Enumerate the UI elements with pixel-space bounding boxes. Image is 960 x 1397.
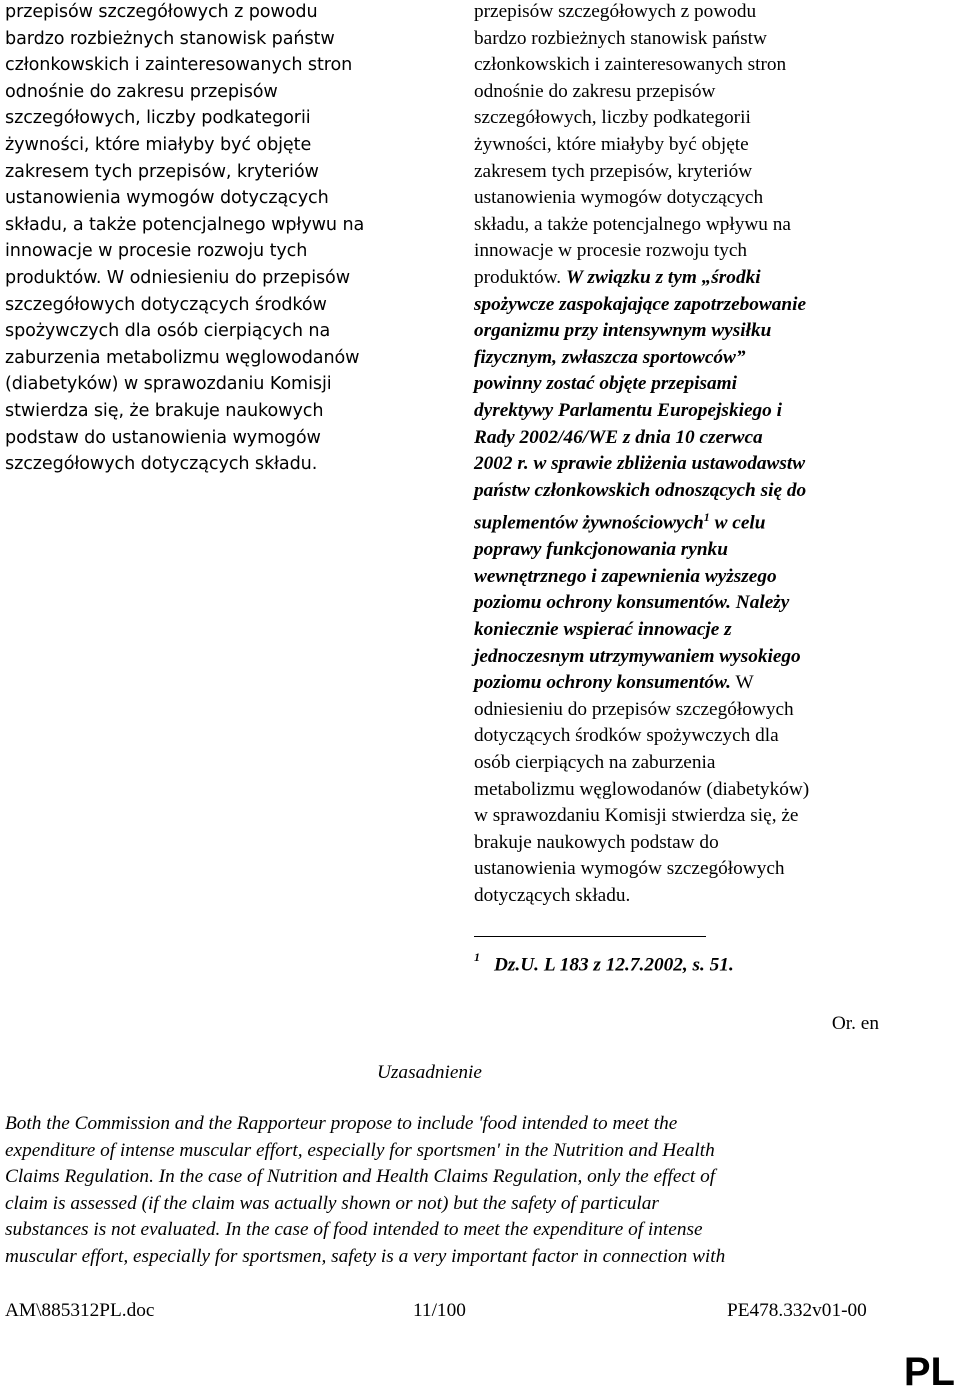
right-column-line-segment: organizmu przy intensywnym wysiłku: [474, 320, 772, 342]
right-column-line-segment: odnośnie do zakresu przepisów: [474, 80, 716, 102]
left-column-line-segment: zakresem tych przepisów, kryteriów: [5, 161, 319, 182]
right-column-line-segment: odniesieniu do przepisów szczegółowych: [474, 698, 794, 720]
right-column-line: [474, 26, 914, 53]
right-column-line: [474, 504, 914, 537]
right-column-line-segment: Rady 2002/46/WE z dnia 10 czerwca: [474, 426, 763, 448]
left-column-line: [5, 238, 460, 265]
right-column-line-segment: W związku z tym „środki: [565, 266, 761, 288]
left-column-line-segment: (diabetyków) w sprawozdaniu Komisji: [5, 374, 332, 395]
right-column-line-segment: państw członkowskich odnoszących się do: [474, 479, 807, 501]
right-column-line: [474, 318, 914, 345]
justification-line: [5, 1244, 885, 1271]
right-column-line-segment: spożywcze zaspokajające zapotrzebowanie: [474, 293, 807, 315]
right-column-line-segment: 2002 r. w sprawie zbliżenia ustawodawstw: [474, 453, 806, 475]
justification-line-segment: Both the Commission and the Rapporteur propose to include 'food intended to meet the: [5, 1113, 678, 1134]
right-column-line: [474, 79, 914, 106]
right-column-line-segment: W: [730, 672, 754, 694]
left-column-line-segment: członkowskich i zainteresowanych stron: [5, 55, 353, 76]
right-column-line-segment: wewnętrznego i zapewnienia wyższego: [474, 565, 777, 587]
right-column-line: [474, 478, 914, 505]
left-column-line-segment: bardzo rozbieżnych stanowisk państw: [5, 28, 335, 49]
right-column-line: [474, 425, 914, 452]
left-column-line: [5, 345, 460, 372]
right-column-line-segment: dyrektywy Parlamentu Europejskiego i: [474, 399, 782, 421]
right-column-line-segment: zakresem tych przepisów, kryteriów: [474, 160, 753, 182]
right-column-line: [474, 52, 914, 79]
left-column-line-segment: odnośnie do zakresu przepisów: [5, 81, 278, 102]
left-column-line: [5, 318, 460, 345]
right-column-line: [474, 723, 914, 750]
left-column-line: [5, 26, 460, 53]
right-column-line: [474, 265, 914, 292]
justification-line-segment: substances is not evaluated. In the case of food intended to meet the expenditure of intense: [5, 1219, 703, 1241]
right-column-line: [474, 883, 914, 910]
left-column-line-segment: szczegółowych, liczby podkategorii: [5, 108, 311, 129]
left-column-line-segment: podstaw do ustanowienia wymogów: [5, 427, 321, 448]
footnote-number: 1: [474, 950, 480, 964]
justification-line-segment: expenditure of intense muscular effort, especially for sportsmen' in the Nutrition and Health: [5, 1139, 715, 1161]
justification-heading: Uzasadnienie: [377, 1062, 482, 1083]
left-column-line-segment: zaburzenia metabolizmu węglowodanów: [5, 347, 360, 368]
justification-line: [5, 1138, 885, 1165]
left-column-line: [5, 265, 460, 292]
language-mark: PL: [903, 1350, 955, 1394]
right-column-line: [474, 159, 914, 186]
right-column-line: [474, 803, 914, 830]
left-column-line: [5, 185, 460, 212]
right-column-line: [474, 105, 914, 132]
right-column-line: [474, 644, 914, 671]
footnote: [474, 952, 734, 976]
left-column-line-segment: ustanowienia wymogów dotyczących: [5, 188, 329, 209]
right-column-line: [474, 371, 914, 398]
right-column-line-segment: koniecznie wspierać innowacje z: [474, 619, 732, 641]
left-column-line: [5, 52, 460, 79]
right-column-line-segment: dotyczących składu.: [474, 885, 631, 907]
right-column-line: [474, 451, 914, 478]
footer-page-number: 11/100: [413, 1300, 466, 1321]
left-column-line: [5, 371, 460, 398]
right-column-line-segment: przepisów szczegółowych z powodu: [474, 1, 757, 22]
right-column-line: [474, 238, 914, 265]
left-column-line-segment: innowacje w procesie rozwoju tych: [5, 241, 308, 262]
left-column-line: [5, 212, 460, 239]
right-column-line: [474, 345, 914, 372]
left-column-line-segment: szczegółowych dotyczących składu.: [5, 454, 318, 475]
left-column-line-segment: stwierdza się, że brakuje naukowych: [5, 400, 324, 421]
right-column-line-segment: fizycznym, zwłaszcza sportowców”: [474, 346, 746, 368]
right-column-line-segment: w sprawozdaniu Komisji stwierdza się, że: [474, 805, 799, 827]
left-column-line: [5, 105, 460, 132]
justification-line-segment: muscular effort, especially for sportsmen, safety is a very important factor in connection with: [5, 1245, 726, 1267]
left-column: [5, 0, 460, 478]
right-column-line-segment: dotyczących środków spożywczych dla: [474, 725, 779, 747]
right-column-line: [474, 0, 914, 26]
justification-line-segment: claim is assessed (if the claim was actually shown or not) but the safety of particular: [5, 1192, 659, 1214]
right-column-line-segment: metabolizmu węglowodanów (diabetyków): [474, 778, 810, 800]
left-column-line-segment: szczegółowych dotyczących środków: [5, 294, 327, 315]
right-column-line: [474, 398, 914, 425]
justification-line-segment: Claims Regulation. In the case of Nutrition and Health Claims Regulation, only the effect of: [5, 1166, 716, 1188]
justification-line: [5, 1111, 885, 1138]
right-column-line: [474, 830, 914, 857]
right-column-line: [474, 564, 914, 591]
right-column-line-segment: brakuje naukowych podstaw do: [474, 831, 719, 853]
right-column-line-segment: członkowskich i zainteresowanych stron: [474, 54, 787, 76]
footnote-text: Dz.U. L 183 z 12.7.2002, s. 51.: [494, 954, 734, 976]
right-column-line-segment: poprawy funkcjonowania rynku: [474, 539, 728, 561]
right-column-line: [474, 185, 914, 212]
footer-doc-ref: AM\885312PL.doc: [5, 1300, 155, 1321]
left-column-line-segment: spożywczych dla osób cierpiących na: [5, 321, 331, 342]
right-column-line: [474, 856, 914, 883]
left-column-line: [5, 159, 460, 186]
right-column-line-segment: żywności, które miałyby być objęte: [474, 133, 749, 155]
right-column-line-segment: składu, a także potencjalnego wpływu na: [474, 213, 791, 235]
left-column-line-segment: przepisów szczegółowych z powodu: [5, 2, 318, 22]
left-column-line: [5, 292, 460, 319]
right-column-line: [474, 212, 914, 239]
right-column-line-segment: produktów.: [474, 266, 566, 288]
right-column-line: [474, 670, 914, 697]
right-column-line-segment: poziomu ochrony konsumentów.: [474, 672, 731, 694]
right-column-line-segment: bardzo rozbieżnych stanowisk państw: [474, 27, 767, 49]
footnote-separator: [474, 936, 706, 937]
justification-text: [5, 1111, 885, 1271]
right-column-line: [474, 292, 914, 319]
right-column-line: [474, 132, 914, 159]
right-column-line-segment: powinny zostać objęte przepisami: [474, 373, 737, 395]
right-column-line-segment: ustanowienia wymogów szczegółowych: [474, 858, 785, 880]
footer-pe-ref: PE478.332v01-00: [727, 1300, 867, 1321]
justification-line: [5, 1191, 885, 1218]
right-column-line-segment: 1: [703, 510, 710, 525]
right-column-line: [474, 617, 914, 644]
right-column-line-segment: osób cierpiących na zaburzenia: [474, 752, 716, 774]
left-column-line-segment: żywności, które miałyby być objęte: [5, 134, 312, 155]
original-language-note: Or. en: [831, 1013, 879, 1034]
right-column-line-segment: jednoczesnym utrzymywaniem wysokiego: [474, 645, 801, 667]
right-column-line-segment: innowacje w procesie rozwoju tych: [474, 240, 748, 262]
right-column-line-segment: poziomu ochrony konsumentów. Należy: [474, 592, 790, 614]
left-column-line: [5, 79, 460, 106]
left-column-line-segment: składu, a także potencjalnego wpływu na: [5, 214, 365, 235]
right-column-line: [474, 777, 914, 804]
left-column-line: [5, 0, 460, 26]
left-column-line: [5, 132, 460, 159]
right-column: [474, 0, 914, 910]
right-column-line-segment: suplementów żywnościowych: [474, 512, 704, 534]
right-column-line-segment: szczegółowych, liczby podkategorii: [474, 107, 751, 129]
right-column-line: [474, 697, 914, 724]
justification-line: [5, 1217, 885, 1244]
right-column-line: [474, 537, 914, 564]
right-column-line: [474, 750, 914, 777]
left-column-line: [5, 398, 460, 425]
left-column-line: [5, 451, 460, 478]
left-column-line: [5, 425, 460, 452]
right-column-line-segment: ustanowienia wymogów dotyczących: [474, 187, 764, 209]
left-column-line-segment: produktów. W odniesieniu do przepisów: [5, 267, 351, 288]
justification-line: [5, 1164, 885, 1191]
right-column-line: [474, 590, 914, 617]
right-column-line-segment: w celu: [709, 512, 766, 534]
